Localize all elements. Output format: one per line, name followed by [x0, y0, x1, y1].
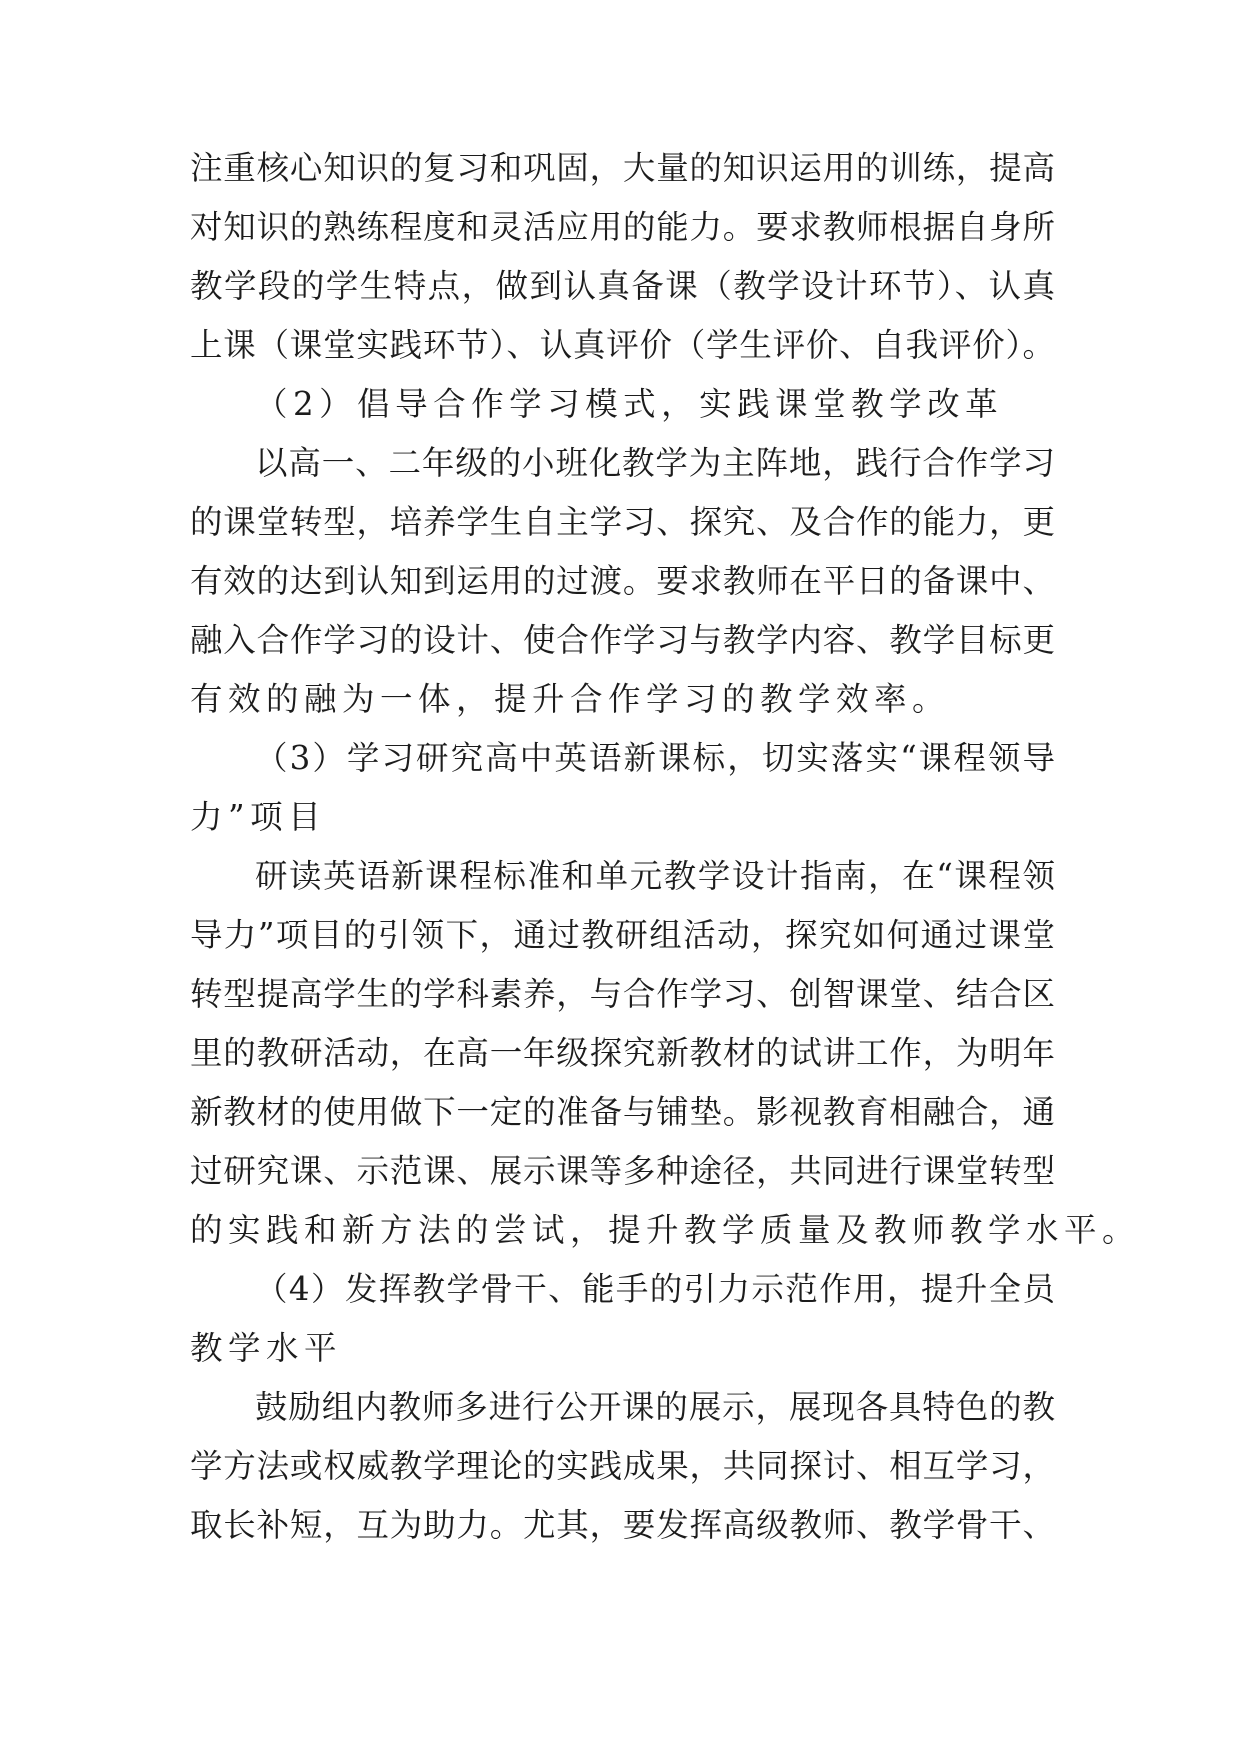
text-line: 上课（课堂实践环节）、认真评价（学生评价、自我评价）。: [190, 326, 1055, 364]
text-line: 转型提高学生的学科素养，与合作学习、创智课堂、结合区: [190, 975, 1055, 1013]
text-line: 注重核心知识的复习和巩固，大量的知识运用的训练，提高: [190, 149, 1055, 187]
text-line: 对知识的熟练程度和灵活应用的能力。要求教师根据自身所: [190, 208, 1055, 246]
text-line: 有效的达到认知到运用的过渡。要求教师在平日的备课中、: [190, 562, 1055, 600]
text-line: 有效的融为一体，提升合作学习的教学效率。: [190, 680, 951, 718]
text-line: 融入合作学习的设计、使合作学习与教学内容、教学目标更: [190, 621, 1055, 659]
section-heading-2: （2）倡导合作学习模式，实践课堂教学改革: [255, 385, 1004, 423]
text-line: 的实践和新方法的尝试，提升教学质量及教师教学水平。: [190, 1211, 1141, 1249]
text-line: 里的教研活动，在高一年级探究新教材的试讲工作，为明年: [190, 1034, 1055, 1072]
text-line: 导力”项目的引领下，通过教研组活动，探究如何通过课堂: [190, 916, 1055, 954]
section-heading-4-continued: 教学水平: [190, 1329, 343, 1367]
section-heading-3-continued: 力”项目: [190, 798, 327, 836]
text-line: 学方法或权威教学理论的实践成果，共同探讨、相互学习，: [190, 1447, 1055, 1485]
section-heading-3: （3）学习研究高中英语新课标，切实落实“课程领导: [255, 739, 1055, 777]
text-line: 教学段的学生特点，做到认真备课（教学设计环节）、认真: [190, 267, 1055, 305]
text-line: 研读英语新课程标准和单元教学设计指南，在“课程领: [255, 857, 1055, 895]
text-line: 过研究课、示范课、展示课等多种途径，共同进行课堂转型: [190, 1152, 1055, 1190]
text-line: 鼓励组内教师多进行公开课的展示，展现各具特色的教: [255, 1388, 1055, 1426]
section-heading-4: （4）发挥教学骨干、能手的引力示范作用，提升全员: [255, 1270, 1055, 1308]
text-line: 的课堂转型，培养学生自主学习、探究、及合作的能力，更: [190, 503, 1055, 541]
text-line: 新教材的使用做下一定的准备与铺垫。影视教育相融合，通: [190, 1093, 1055, 1131]
text-line: 取长补短，互为助力。尤其，要发挥高级教师、教学骨干、: [190, 1506, 1055, 1544]
text-line: 以高一、二年级的小班化教学为主阵地，践行合作学习: [255, 444, 1055, 482]
